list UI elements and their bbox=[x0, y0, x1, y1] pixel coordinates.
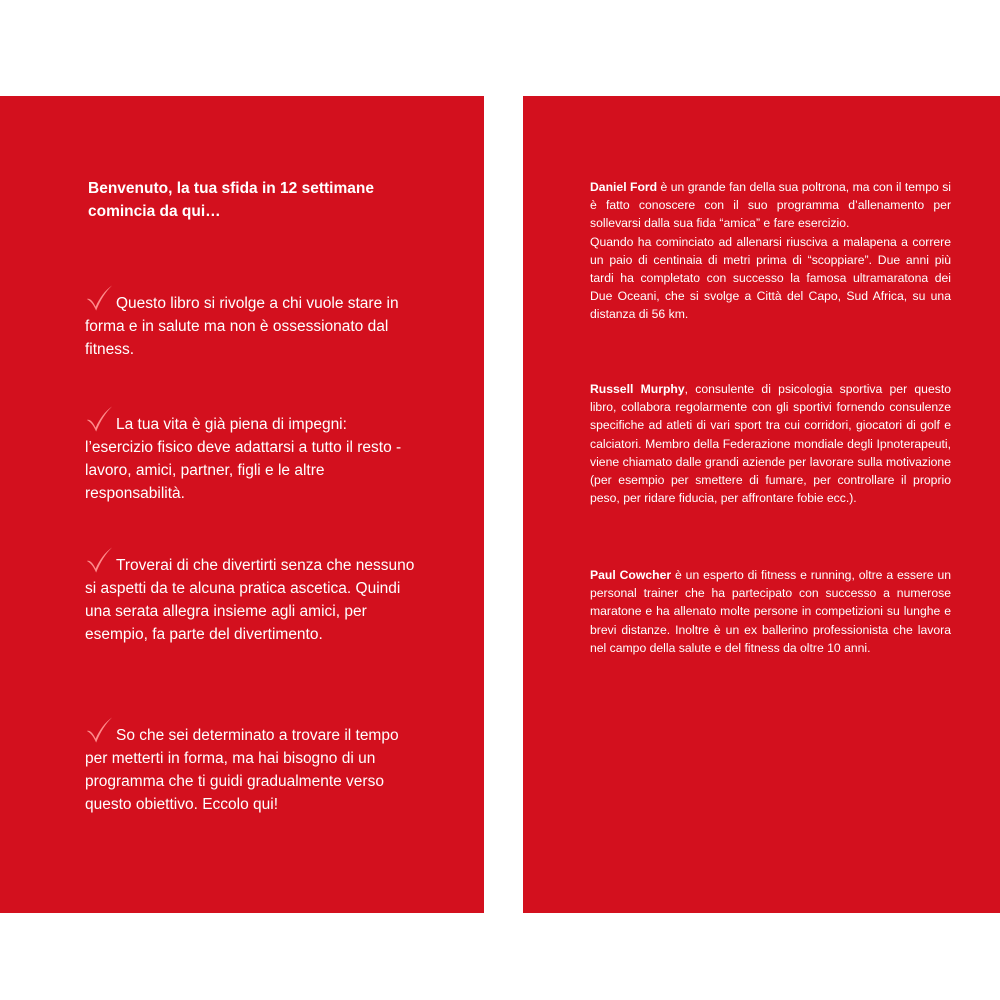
bullet-text: So che sei determinato a trovare il tempo per metterti in forma, ma hai bisogno di un programma che ti guidi gradualmente verso questo obiettivo. Eccolo qui! bbox=[85, 727, 399, 813]
bio-paul-cowcher bbox=[590, 566, 951, 657]
checkmark-icon bbox=[85, 546, 114, 574]
checkmark-icon bbox=[85, 284, 114, 312]
bullet-text: Questo libro si rivolge a chi vuole stare in forma e in salute ma non è ossessionato dal fitness. bbox=[85, 295, 399, 358]
bullet-text: Troverai di che divertirti senza che nessuno si aspetti da te alcuna pratica ascetica. Quindi una serata allegra insieme agli amici, per esempio, fa parte del divertimento. bbox=[85, 557, 415, 643]
bio-name: Russell Murphy bbox=[590, 382, 685, 396]
bio-name: Paul Cowcher bbox=[590, 568, 672, 582]
bullet-item-4 bbox=[85, 716, 415, 816]
bullet-item-3 bbox=[85, 546, 415, 646]
bullet-item-2 bbox=[85, 405, 415, 505]
bio-text: è un grande fan della sua poltrona, ma con il tempo si è fatto conoscere con il suo programma d’allenamento per sollevarsi dalla sua fida “amica” e fare esercizio. bbox=[590, 180, 951, 231]
checkmark-icon bbox=[85, 716, 114, 744]
bio-text: è un esperto di fitness e running, oltre a essere un personal trainer che ha partecipato con successo a numerose maratone e ha allenato molte persone in competizioni su lunghe e brevi distanze. Inoltre è un ex ballerino professionista che lavora nel campo della salute e del fitness da oltre 10 anni. bbox=[590, 568, 952, 655]
bio-russell-murphy bbox=[590, 380, 951, 507]
bio-text: , consulente di psicologia sportiva per questo libro, collabora regolarmente con gli sportivi fornendo consulenze specifiche ad atleti di vari sport tra cui corridori, giocatori di golf e calciatori. Membro della Federazione mondiale degli Ipnoterapeuti, viene chiamato dalle grandi aziende per lavorare sulla motivazione (per esempio per smettere di fumare, per controllare il proprio peso, per ridare fiducia, per affrontare fobie ecc.). bbox=[590, 382, 951, 506]
bio-text-continued: Quando ha cominciato ad allenarsi riusciva a malapena a correre un paio di centinaia di metri prima di “scoppiare”. Due anni più tardi ha completato con successo la famosa ultramaratona dei Due Oceani, che si svolge a Città del Capo, Sud Africa, su una distanza di 56 km. bbox=[590, 234, 951, 322]
bullet-text: La tua vita è già piena di impegni: l’esercizio fisico deve adattarsi a tutto il resto - lavoro, amici, partner, figli e le altre responsabilità. bbox=[85, 416, 402, 502]
bullet-item-1 bbox=[85, 284, 415, 361]
bio-daniel-ford bbox=[590, 178, 951, 324]
left-page bbox=[0, 96, 484, 913]
right-page bbox=[523, 96, 1000, 913]
bio-name: Daniel Ford bbox=[590, 180, 658, 194]
intro-title: Benvenuto, la tua sfida in 12 settimane comincia da qui… bbox=[88, 180, 374, 220]
checkmark-icon bbox=[85, 405, 114, 433]
